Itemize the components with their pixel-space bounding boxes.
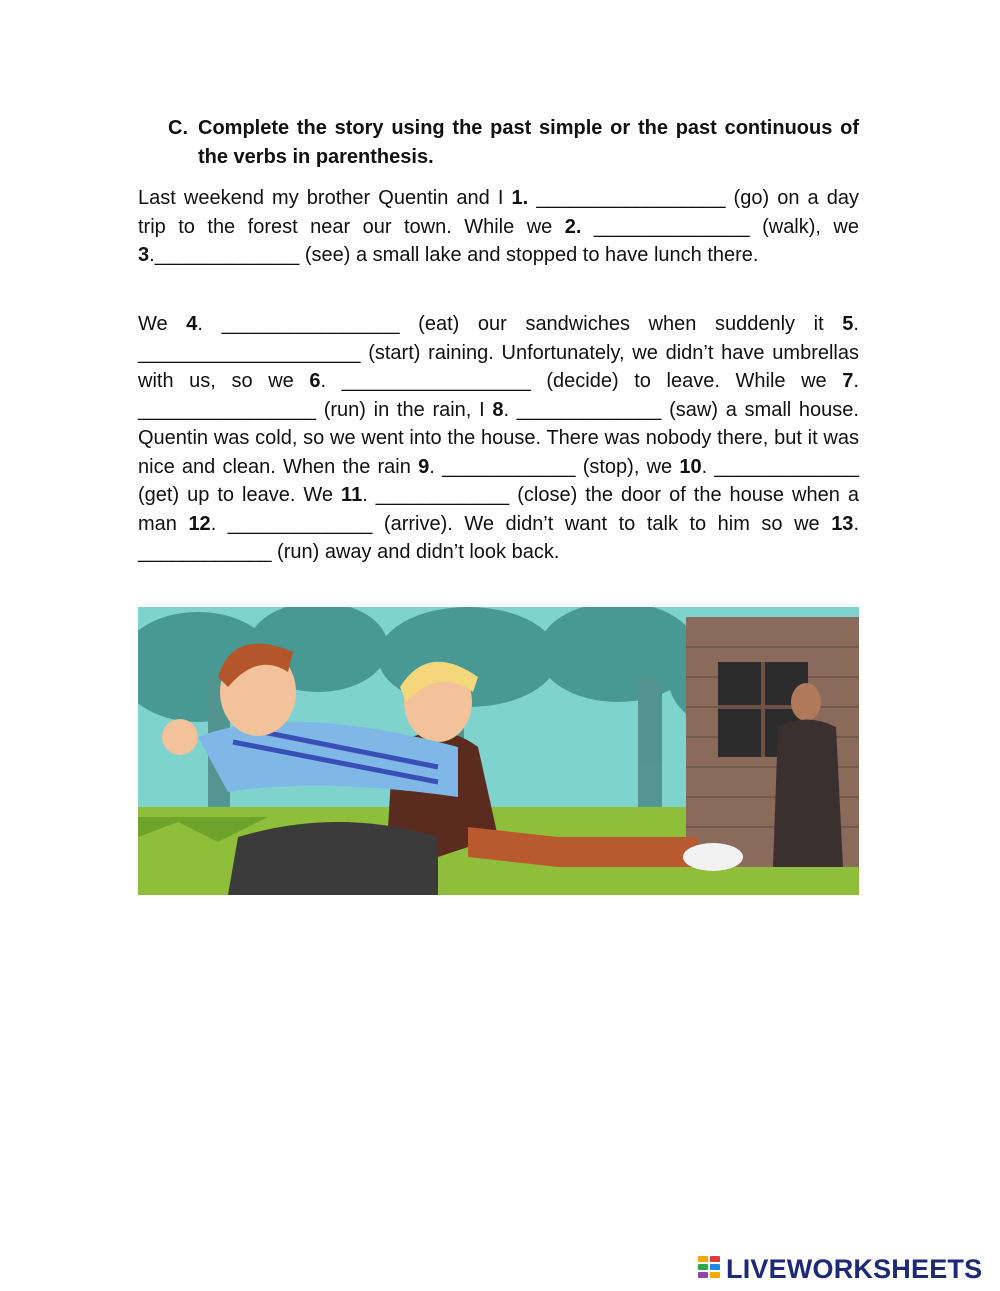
- story-text: .: [197, 313, 222, 335]
- story-text: (saw) a small house. Quentin was cold, so we went into the house. There was nobody there, but it was nice and clean. When the rain: [138, 398, 859, 478]
- item-number-3: 3: [138, 244, 150, 266]
- item-number-12: 12: [188, 512, 211, 535]
- story-text: (see) a small lake and stopped to have lunch there.: [299, 244, 759, 266]
- story-illustration: [138, 607, 859, 895]
- exercise-instruction: [168, 114, 859, 172]
- story-paragraph-2: [138, 310, 859, 567]
- story-text: (eat) our sandwiches when suddenly it: [399, 313, 843, 335]
- story-paragraph-1: Last weekend my brother Quentin and I 1. _________________ (go) on a day trip to the forest near our town. While we 2. ______________ (walk), we 3._____________ (see) a small lake and stopped to have lunch there.: [138, 187, 860, 266]
- story-text: (go) on a day trip to the forest near our town. While we: [138, 187, 860, 238]
- item-number-6: 6: [309, 370, 321, 392]
- blank-6[interactable]: _________________: [341, 370, 531, 392]
- item-number-7: 7: [842, 370, 854, 392]
- item-number-2: 2.: [564, 215, 582, 238]
- story-text: .: [362, 484, 376, 506]
- story-text: (get) up to leave. We: [138, 484, 342, 506]
- brand-name: LIVEWORKSHEETS: [726, 1254, 983, 1284]
- item-number-5: 5: [842, 313, 854, 335]
- story-text: .: [853, 512, 859, 535]
- blank-8[interactable]: _____________: [516, 398, 662, 421]
- story-text: .: [853, 370, 859, 392]
- story-text: (stop), we: [575, 455, 680, 478]
- story-text: (close) the door of the house when a man: [138, 484, 859, 535]
- blank-4[interactable]: ________________: [221, 313, 400, 335]
- blank-13[interactable]: ____________: [138, 541, 272, 563]
- story-text: .: [853, 313, 859, 335]
- story-text: (run) away and didn’t look back.: [271, 541, 560, 563]
- blank-2[interactable]: ______________: [593, 215, 750, 238]
- liveworksheets-logo-icon: [698, 1256, 722, 1282]
- item-number-4: 4: [186, 313, 198, 335]
- item-number-1: 1.: [511, 187, 529, 209]
- instruction-text: Complete the story using the past simple or the past continuous of the verbs in parenthesis.: [198, 117, 859, 168]
- item-number-10: 10: [679, 455, 702, 478]
- blank-9[interactable]: ____________: [442, 455, 576, 478]
- story-text: We: [138, 313, 187, 335]
- story-text: .: [503, 398, 517, 421]
- blank-11[interactable]: ____________: [375, 484, 510, 506]
- story-text: .: [429, 455, 442, 478]
- exercise-letter: C.: [168, 117, 188, 139]
- blank-1[interactable]: _________________: [536, 187, 726, 209]
- story-text: (start) raining. Unfortunately, we didn’t have umbrellas with us, so we: [138, 341, 859, 392]
- blank-12[interactable]: _____________: [227, 512, 373, 535]
- item-number-13: 13: [831, 512, 854, 535]
- blank-3[interactable]: _____________: [154, 244, 300, 266]
- blank-10[interactable]: _____________: [714, 455, 860, 478]
- story-text: .: [701, 455, 715, 478]
- story-text: .: [210, 512, 228, 535]
- blank-7[interactable]: ________________: [138, 398, 316, 421]
- item-number-11: 11: [341, 484, 363, 506]
- item-number-9: 9: [418, 455, 430, 478]
- story-text: (walk), we: [749, 215, 859, 238]
- item-number-8: 8: [492, 398, 504, 421]
- story-text: (decide) to leave. While we: [530, 370, 843, 392]
- liveworksheets-brand: [698, 1253, 994, 1287]
- story-text: .: [320, 370, 342, 392]
- blank-5[interactable]: ____________________: [138, 341, 361, 364]
- story-text: (arrive). We didn’t want to talk to him so we: [372, 512, 832, 535]
- story-text: Last weekend my brother Quentin and I: [138, 187, 512, 209]
- story-text: (run) in the rain, I: [315, 398, 493, 421]
